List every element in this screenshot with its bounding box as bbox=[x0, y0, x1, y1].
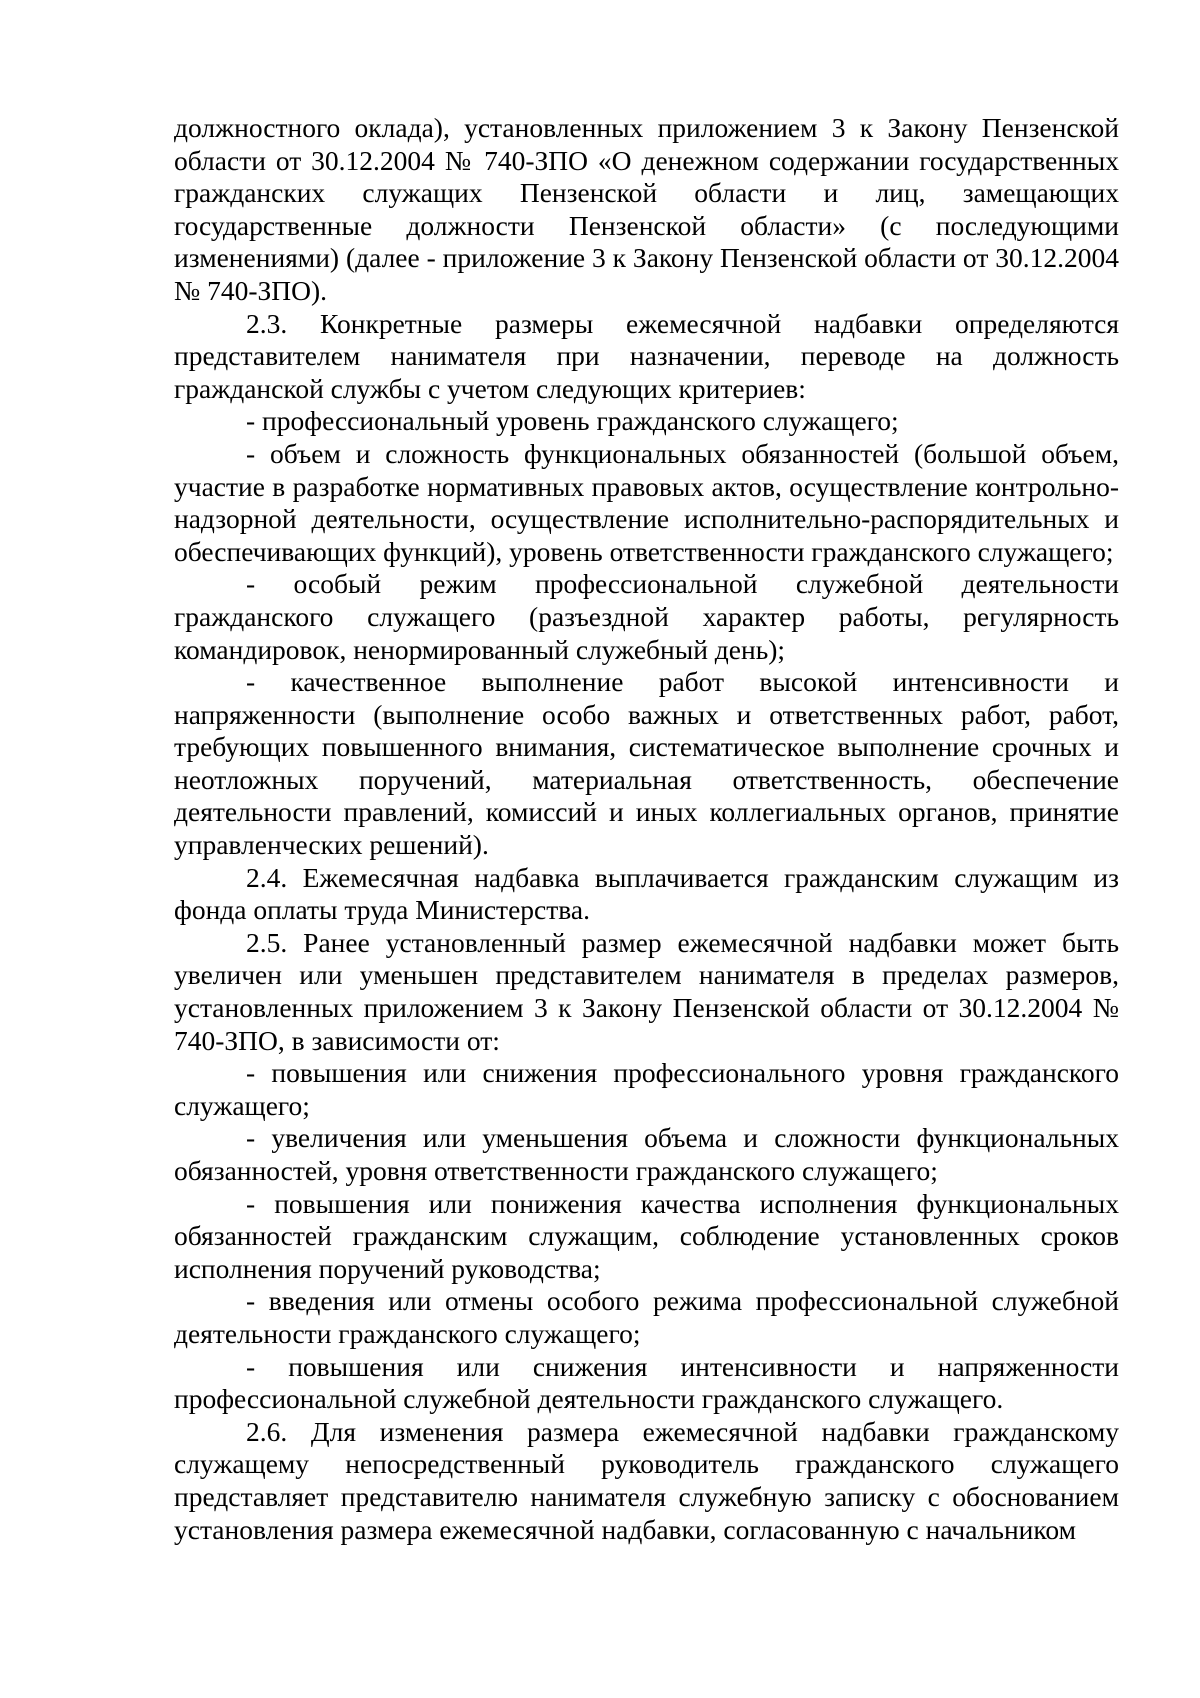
list-item-criterion-3: - особый режим профессиональной служебной деятельности гражданского служащего (разъездной характер работы, регулярность командировок, ненормированный служебный день); bbox=[174, 568, 1119, 665]
document-body bbox=[174, 112, 1119, 1546]
list-item-dependency-3: - повышения или понижения качества исполнения функциональных обязанностей гражданским служащим, соблюдение установленных сроков исполнения поручений руководства; bbox=[174, 1187, 1119, 1284]
list-item-dependency-4: - введения или отмены особого режима профессиональной служебной деятельности гражданского служащего; bbox=[174, 1285, 1119, 1349]
list-item-criterion-1: - профессиональный уровень гражданского служащего; bbox=[246, 405, 899, 437]
list-item-dependency-1: - повышения или снижения профессионального уровня гражданского служащего; bbox=[174, 1057, 1119, 1121]
list-item-criterion-4: - качественное выполнение работ высокой интенсивности и напряженности (выполнение особо важных и ответственных работ, работ, требующих повышенного внимания, систематическое выполнение срочных и неотложных поручений, материальная ответственность, обеспечение деятельности правлений, комиссий и иных коллегиальных органов, принятие управленческих решений). bbox=[174, 666, 1119, 861]
paragraph-clause-2-3: 2.3. Конкретные размеры ежемесячной надбавки определяются представителем нанимателя при назначении, переводе на должность гражданской службы с учетом следующих критериев: bbox=[174, 307, 1119, 404]
list-item-dependency-2: - увеличения или уменьшения объема и сложности функциональных обязанностей, уровня ответственности гражданского служащего; bbox=[174, 1122, 1119, 1186]
paragraph-clause-2-6: 2.6. Для изменения размера ежемесячной надбавки гражданскому служащему непосредственный руководитель гражданского служащего представляет представителю нанимателя служебную записку с обоснованием установления размера ежемесячной надбавки, согласованную с начальником bbox=[174, 1415, 1119, 1545]
paragraph-continuation: должностного оклада), установленных приложением 3 к Закону Пензенской области от 30.12.2004 № 740-ЗПО «О денежном содержании государственных гражданских служащих Пензенской области и лиц, замещающих государственные должности Пензенской области» (с последующими изменениями) (далее - приложение 3 к Закону Пензенской области от 30.12.2004 № 740-ЗПО). bbox=[174, 112, 1119, 306]
paragraph-clause-2-5: 2.5. Ранее установленный размер ежемесячной надбавки может быть увеличен или уменьшен представителем нанимателя в пределах размеров, установленных приложением 3 к Закону Пензенской области от 30.12.2004 № 740-ЗПО, в зависимости от: bbox=[174, 926, 1119, 1056]
paragraph-clause-2-4: 2.4. Ежемесячная надбавка выплачивается гражданским служащим из фонда оплаты труда Министерства. bbox=[174, 861, 1119, 926]
list-item-dependency-5: - повышения или снижения интенсивности и напряженности профессиональной служебной деятельности гражданского служащего. bbox=[174, 1350, 1119, 1415]
list-item-criterion-2: - объем и сложность функциональных обязанностей (большой объем, участие в разработке нормативных правовых актов, осуществление контрольно-надзорной деятельности, осуществление исполнительно-распорядительных и обеспечивающих функций), уровень ответственности гражданского служащего; bbox=[174, 437, 1119, 567]
